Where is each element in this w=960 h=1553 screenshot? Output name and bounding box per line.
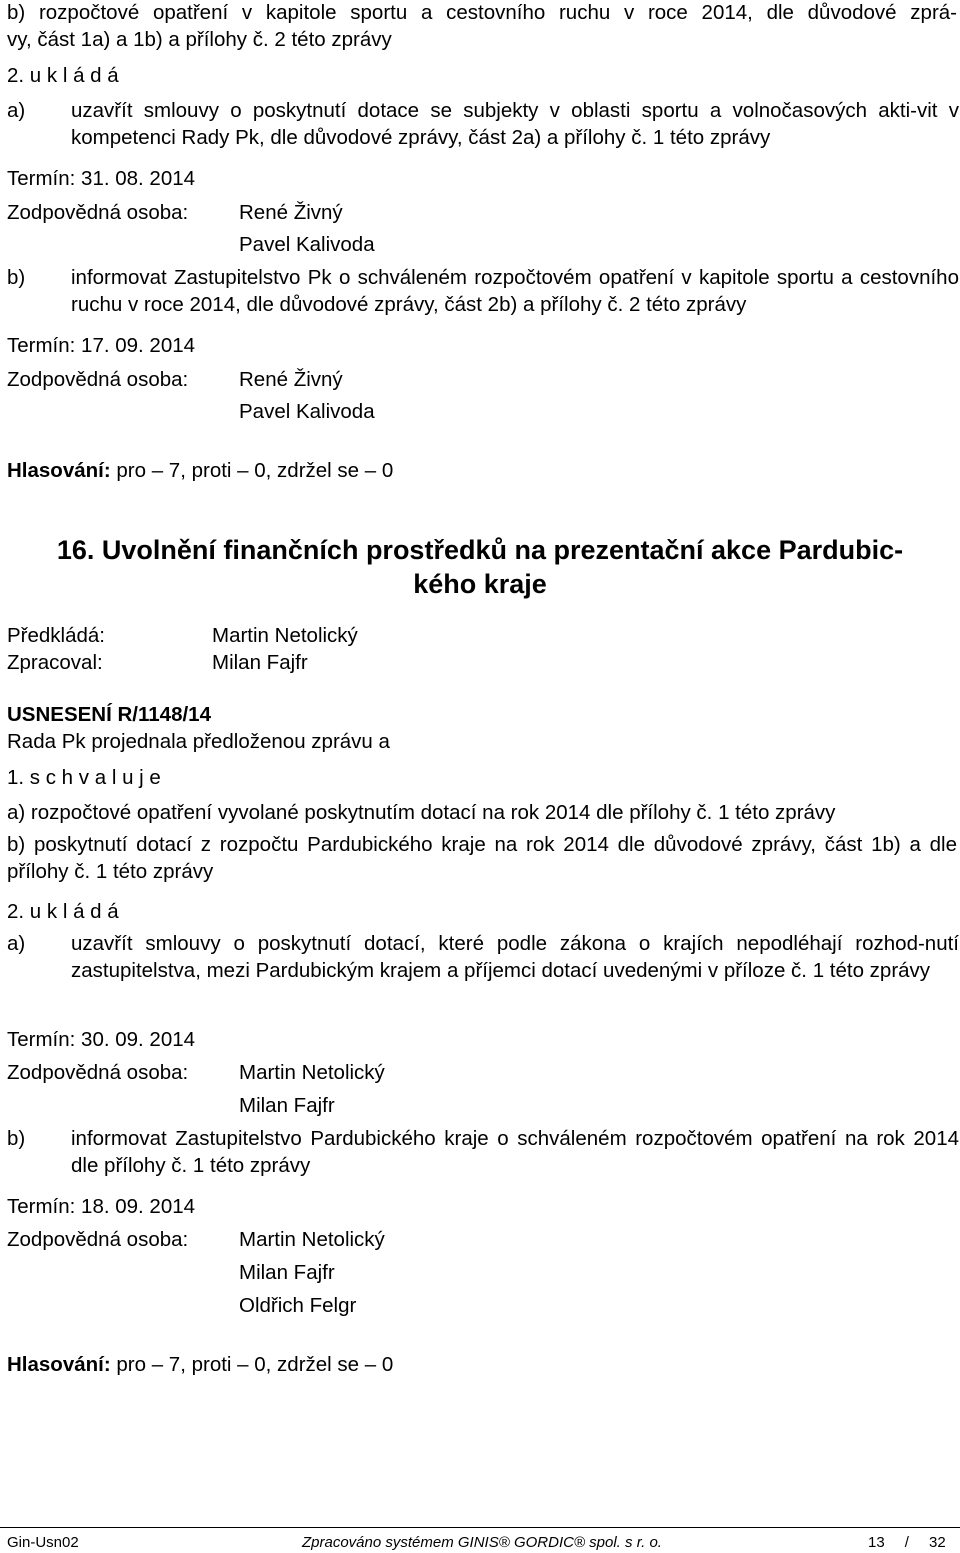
predklada-value: Martin Netolický bbox=[212, 624, 358, 647]
responsible-person-b1: René Živný bbox=[239, 368, 343, 391]
task-termin-a: Termín: 30. 09. 2014 bbox=[7, 1028, 196, 1051]
voting-text: pro – 7, proti – 0, zdržel se – 0 bbox=[116, 459, 394, 482]
task-responsible-b3: Oldřich Felgr bbox=[239, 1294, 357, 1317]
item-label-a: a) bbox=[7, 99, 26, 122]
item-text-a: uzavřít smlouvy o poskytnutí dotace se subjekty v oblasti sportu a volnočasových akti-vit v kompetenci Rady Pk, dle důvodové zprávy, část 2a) a přílohy č. 1 této zprávy bbox=[71, 99, 959, 149]
responsible-person-a2: Pavel Kalivoda bbox=[239, 233, 375, 256]
uklada-heading: 2. u k l á d á bbox=[7, 64, 119, 87]
council-statement: Rada Pk projednala předloženou zprávu a bbox=[7, 730, 390, 753]
predklada-label: Předkládá: bbox=[7, 624, 106, 647]
task-text-b: informovat Zastupitelstvo Pardubického kraje o schváleném rozpočtovém opatření na rok 2014 dle přílohy č. 1 této zprávy bbox=[71, 1127, 959, 1177]
zpracoval-label: Zpracoval: bbox=[7, 651, 103, 674]
footer-page-number bbox=[868, 1534, 946, 1552]
task-responsible-b1: Martin Netolický bbox=[239, 1228, 385, 1251]
task-responsible-b2: Milan Fajfr bbox=[239, 1261, 335, 1284]
resolution-number: USNESENÍ R/1148/14 bbox=[7, 703, 211, 726]
voting-text-2: pro – 7, proti – 0, zdržel se – 0 bbox=[116, 1353, 394, 1376]
voting-result bbox=[7, 457, 393, 484]
responsible-person-b2: Pavel Kalivoda bbox=[239, 400, 375, 423]
paragraph-b-line2: vy, část 1a) a 1b) a přílohy č. 2 této zprávy bbox=[7, 28, 392, 51]
task-responsible-a2: Milan Fajfr bbox=[239, 1094, 335, 1117]
page-separator: / bbox=[904, 1534, 909, 1551]
termin-a: Termín: 31. 08. 2014 bbox=[7, 167, 196, 190]
page-current: 13 bbox=[868, 1534, 885, 1551]
item-text-b: informovat Zastupitelstvo Pk o schváleném rozpočtovém opatření v kapitole sportu a cestovního ruchu v roce 2014, dle důvodové zprávy, část 2b) a přílohy č. 2 této zprávy bbox=[71, 266, 959, 316]
voting-label: Hlasování: bbox=[7, 459, 111, 482]
responsible-person-a1: René Živný bbox=[239, 201, 343, 224]
footer-doc-code: Gin-Usn02 bbox=[7, 1534, 79, 1551]
voting-label-2: Hlasování: bbox=[7, 1353, 111, 1376]
page-total: 32 bbox=[929, 1534, 946, 1551]
section-title bbox=[0, 533, 960, 601]
schvaluje-heading: 1. s c h v a l u j e bbox=[7, 766, 161, 789]
task-responsible-label-a: Zodpovědná osoba: bbox=[7, 1061, 189, 1084]
section-title-line2: kého kraje bbox=[413, 569, 547, 599]
task-termin-b: Termín: 18. 09. 2014 bbox=[7, 1195, 196, 1218]
responsible-label-b: Zodpovědná osoba: bbox=[7, 368, 189, 391]
approval-item-a: a) rozpočtové opatření vyvolané poskytnutím dotací na rok 2014 dle přílohy č. 1 této zprávy bbox=[7, 801, 836, 824]
task-responsible-label-b: Zodpovědná osoba: bbox=[7, 1228, 189, 1251]
task-text-a: uzavřít smlouvy o poskytnutí dotací, které podle zákona o krajích nepodléhají rozhod-nutí zastupitelstva, mezi Pardubickým krajem a příjemci dotací uvedenými v příloze č. 1 této zprávy bbox=[71, 932, 959, 982]
task-label-b: b) bbox=[7, 1127, 26, 1150]
section-title-line1: 16. Uvolnění finančních prostředků na prezentační akce Pardubic- bbox=[56, 535, 904, 565]
uklada-heading-2: 2. u k l á d á bbox=[7, 900, 119, 923]
zpracoval-value: Milan Fajfr bbox=[212, 651, 308, 674]
paragraph-b-line1: b) rozpočtové opatření v kapitole sportu a cestovního ruchu v roce 2014, dle důvodové zprá- bbox=[7, 1, 957, 24]
item-label-b: b) bbox=[7, 266, 26, 289]
approval-item-b: b) poskytnutí dotací z rozpočtu Pardubického kraje na rok 2014 dle důvodové zprávy, část 1b) a dle přílohy č. 1 této zprávy bbox=[7, 833, 957, 883]
task-responsible-a1: Martin Netolický bbox=[239, 1061, 385, 1084]
footer-divider bbox=[0, 1527, 960, 1528]
termin-b: Termín: 17. 09. 2014 bbox=[7, 334, 196, 357]
voting-result-2 bbox=[7, 1351, 393, 1378]
footer-generator: Zpracováno systémem GINIS® GORDIC® spol. s r. o. bbox=[302, 1534, 662, 1551]
task-label-a: a) bbox=[7, 932, 26, 955]
responsible-label-a: Zodpovědná osoba: bbox=[7, 201, 189, 224]
